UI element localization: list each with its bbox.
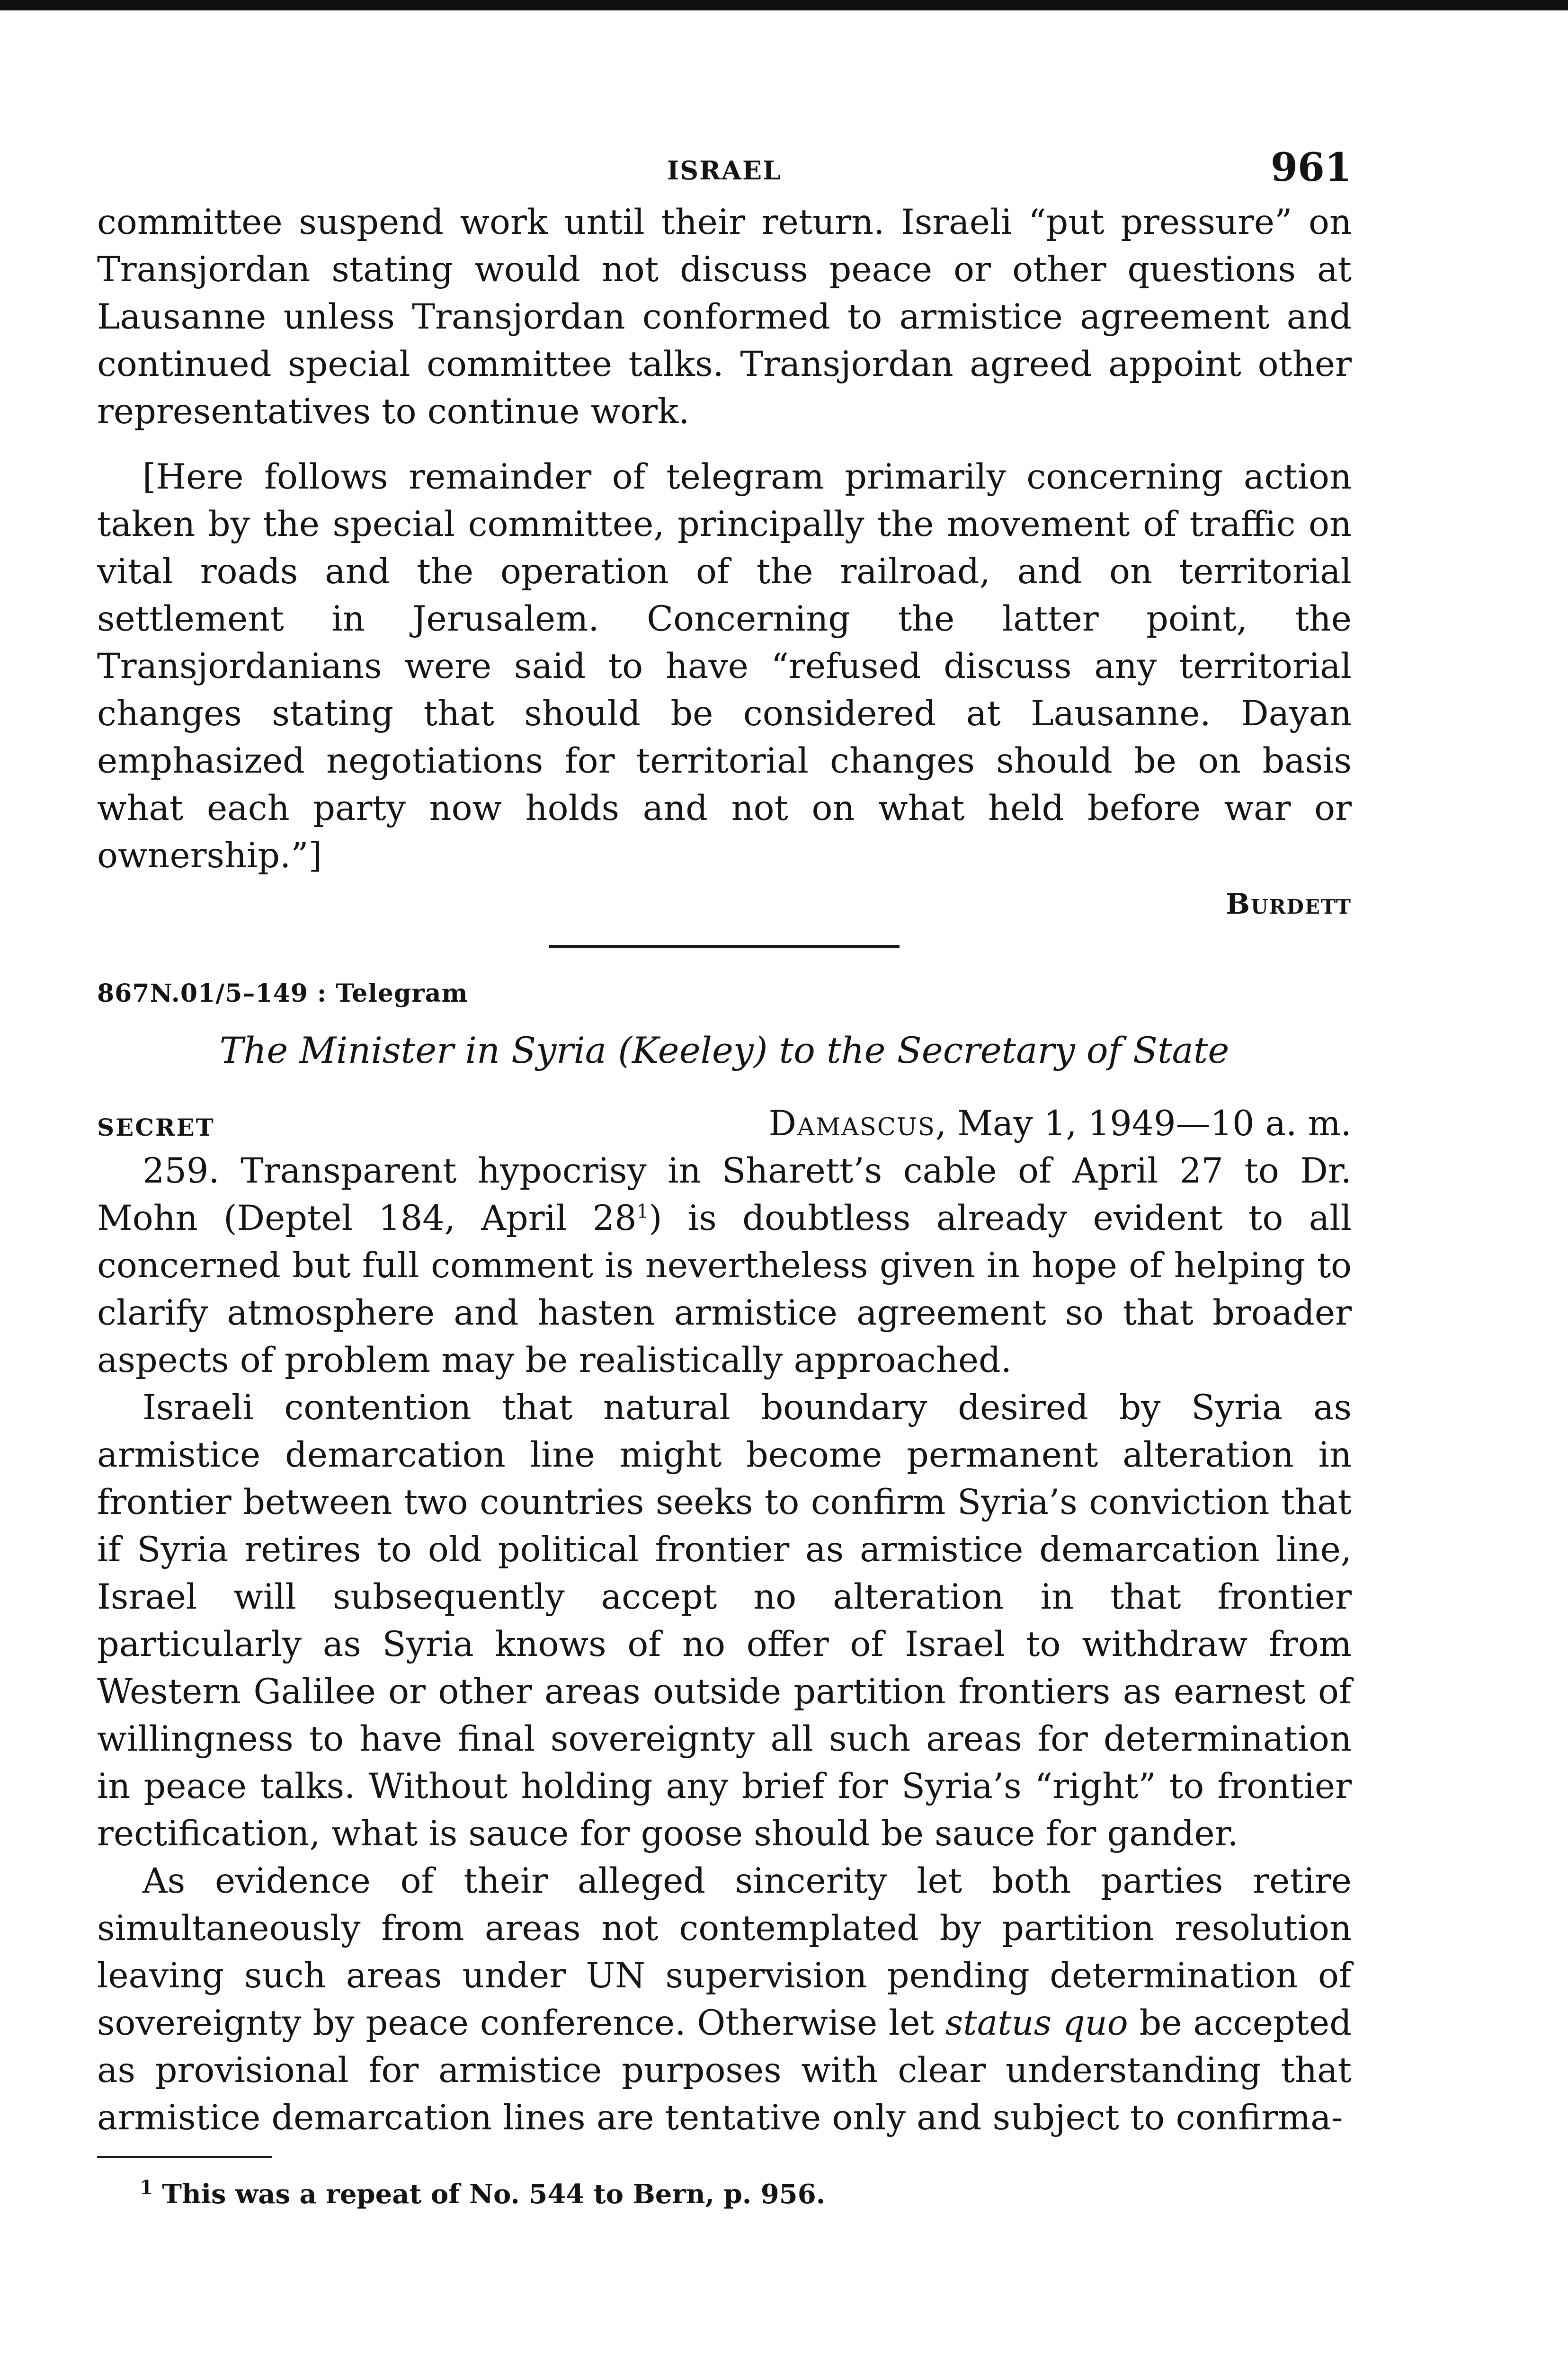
document-heading: The Minister in Syria (Keeley) to the Secretary of State bbox=[219, 1029, 1229, 1071]
footnote-marker: 1 bbox=[636, 1201, 649, 1223]
document-page bbox=[97, 142, 1352, 2212]
paragraph-evidence bbox=[97, 1858, 1352, 2142]
place-date bbox=[768, 1100, 1352, 1148]
paragraph-evidence-text-b: be accepted as provisional for armistice purposes with clear understanding that armistice demarcation lines are tentative only and subject to confirma- bbox=[97, 2003, 1352, 2138]
paragraph-259-text-b: ) is doubtless already evident to all concerned but full comment is nevertheless given in hope of helping to clarify atmosphere and hasten armistice agreement so that broader aspects of problem may be realistically approached. bbox=[97, 1198, 1352, 1380]
footnote-text: This was a repeat of No. 544 to Bern, p. 956. bbox=[152, 2179, 826, 2210]
footnote bbox=[97, 2176, 1352, 2212]
italic-phrase: status quo bbox=[945, 2003, 1128, 2043]
section-divider bbox=[549, 945, 900, 948]
place-name: Damascus bbox=[768, 1103, 935, 1144]
paragraph-259 bbox=[97, 1148, 1352, 1384]
footnote-rule bbox=[97, 2156, 272, 2158]
signature: Burdett bbox=[1226, 888, 1352, 921]
paragraph-259-text-a: 259. Transparent hypocrisy in Sharett’s cable of April 27 to Dr. Mohn (Deptel 184, April 28 bbox=[97, 1151, 1352, 1238]
paragraph-israeli-contention: Israeli contention that natural boundary desired by Syria as armistice demarcation line might become permanent alteration in frontier between two countries seeks to confirm Syria’s conviction that if Syria retires to old political frontier as armistice demarcation line, Israel will subsequently accept no alteration in that frontier particularly as Syria knows of no offer of Israel to withdraw from Western Galilee or other areas outside partition frontiers as earnest of willingness to have final sovereignty all such areas for determination in peace talks. Without holding any brief for Syria’s “right” to frontier rectification, what is sauce for goose should be sauce for gander. bbox=[97, 1388, 1352, 1854]
page-number: 961 bbox=[1270, 145, 1352, 190]
classification-label: SECRET bbox=[97, 1113, 215, 1141]
running-head-title: ISRAEL bbox=[667, 155, 782, 186]
dateline bbox=[97, 1100, 1352, 1148]
paragraph-editorial-note: [Here follows remainder of telegram primarily concerning action taken by the special committee, principally the movement of traffic on vital roads and the operation of the railroad, and on territorial settlement in Jerusalem. Concerning the latter point, the Transjordanians were said to have “refused discuss any territorial changes stating that should be considered at Lausanne. Dayan emphasized negotiations for territorial changes should be on basis what each party now holds and not on what held before war or ownership.”] bbox=[97, 457, 1352, 876]
paragraph-continued: committee suspend work until their return. Israeli “put pressure” on Transjordan stating would not discuss peace or other questions at Lausanne unless Transjordan conformed to armistice agreement and continued special committee talks. Transjordan agreed appoint other representatives to continue work. bbox=[97, 202, 1352, 432]
paragraph-evidence-text-a: As evidence of their alleged sincerity let both parties retire simultaneously from areas not contemplated by partition resolution leaving such areas under UN supervision pending determination of sovereignty by peace conference. Otherwise let bbox=[97, 1861, 1352, 2043]
footnote-number: 1 bbox=[140, 2176, 153, 2199]
date-time: , May 1, 1949—10 a. m. bbox=[935, 1103, 1352, 1144]
scan-top-border bbox=[0, 0, 1568, 10]
running-head bbox=[97, 142, 1352, 199]
document-reference: 867N.01/5–149 : Telegram bbox=[97, 979, 468, 1008]
